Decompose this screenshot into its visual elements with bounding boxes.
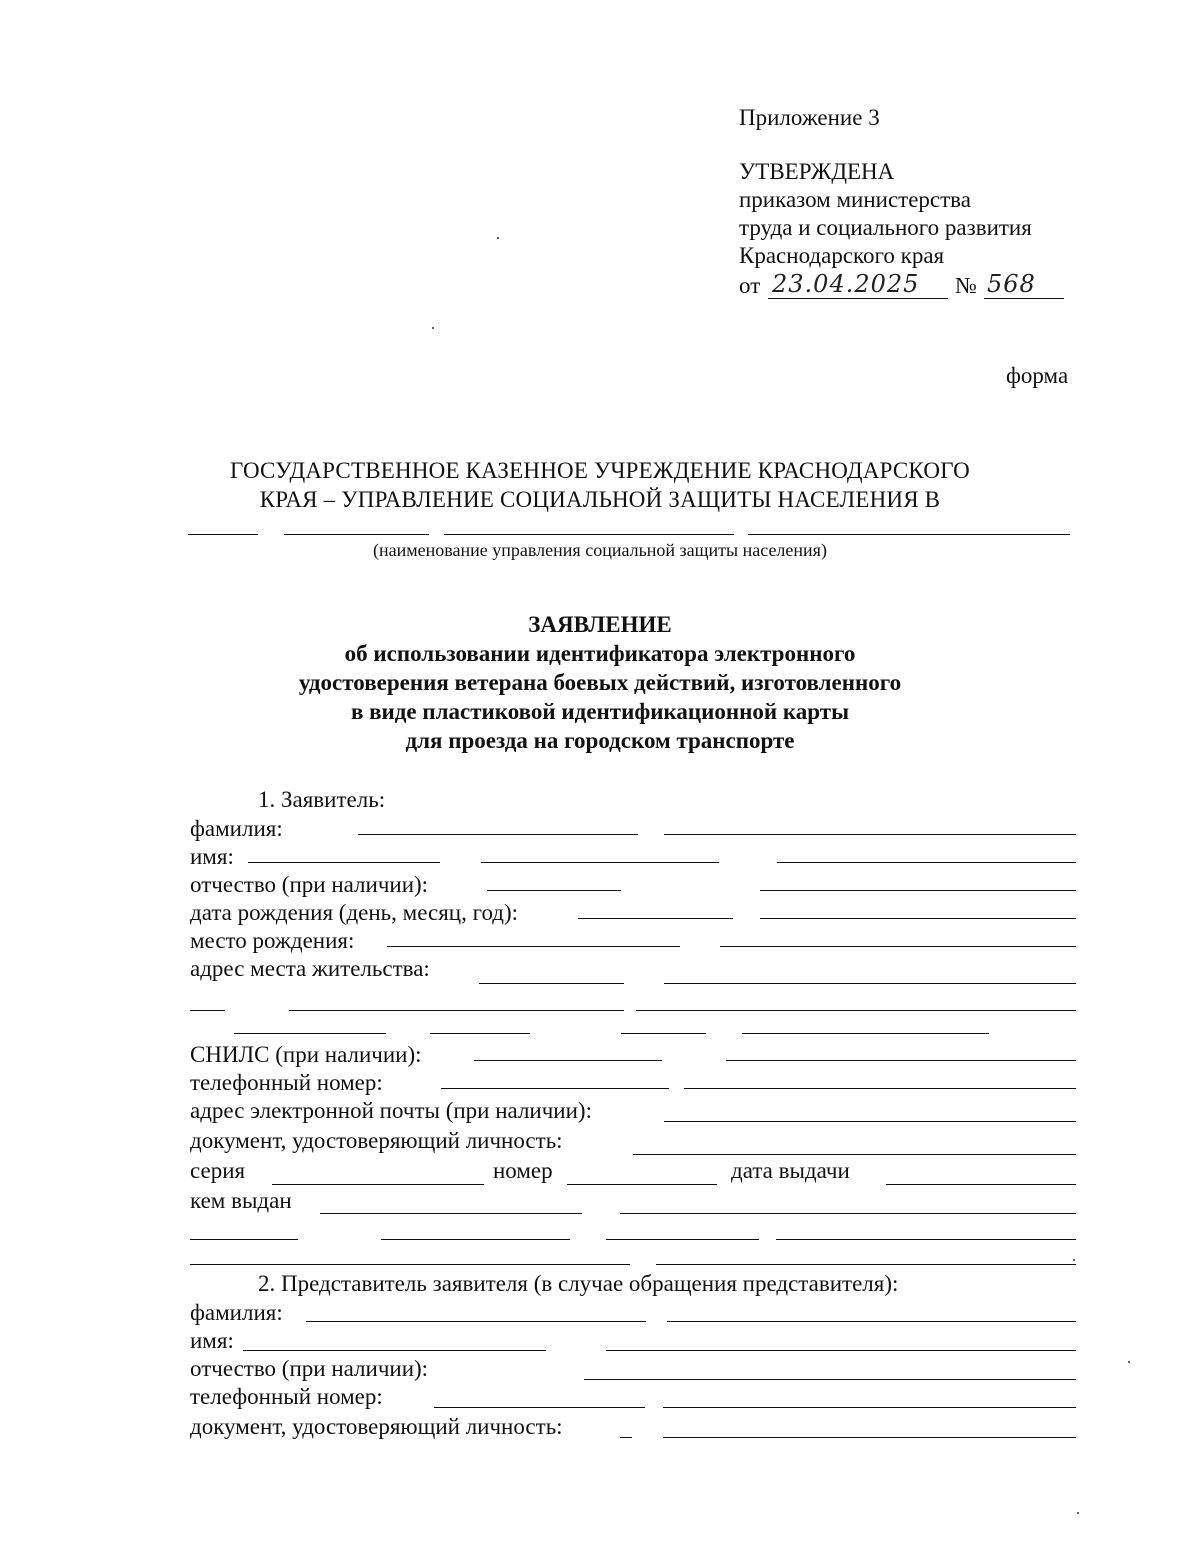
form-label: форма [1006, 363, 1069, 388]
issued-by-label: кем выдан [190, 1188, 292, 1213]
title-line-4: для проезда на городском транспорте [405, 728, 795, 753]
title-line-3: в виде пластиковой идентификационной карты [350, 699, 850, 724]
address-line-2[interactable] [289, 1010, 624, 1011]
rep-phone-field[interactable] [434, 1407, 645, 1408]
approval-date-prefix: от [739, 273, 761, 298]
appendix-label: Приложение 3 [739, 105, 880, 130]
surname-label: фамилия: [190, 816, 283, 841]
surname-field[interactable] [358, 834, 638, 835]
rep-name-field[interactable] [243, 1350, 546, 1351]
email-field[interactable] [664, 1121, 1076, 1122]
birth-place-field[interactable] [387, 946, 680, 947]
approval-line-3: Краснодарского края [739, 243, 945, 268]
rep-name-label: имя: [190, 1328, 234, 1353]
organization-line-1: ГОСУДАРСТВЕННОЕ КАЗЕННОЕ УЧРЕЖДЕНИЕ КРАСНОДАРСКОГО [230, 458, 970, 483]
phone-field[interactable] [441, 1088, 669, 1089]
email-label: адрес электронной почты (при наличии): [190, 1098, 592, 1123]
title-line-2: удостоверения ветерана боевых действий, изготовленного [298, 670, 902, 695]
approved-label: УТВЕРЖДЕНА [739, 159, 895, 184]
phone-label: телефонный номер: [190, 1070, 383, 1095]
title-line-1: об использовании идентификатора электронного [344, 641, 856, 666]
rep-patronymic-label: отчество (при наличии): [190, 1356, 429, 1381]
birth-place-label: место рождения: [190, 928, 355, 953]
series-field[interactable] [272, 1184, 484, 1185]
approval-line-1: приказом министерства [739, 187, 971, 212]
section-1-heading: 1. Заявитель: [258, 787, 386, 812]
rep-id-document-label: документ, удостоверяющий личность: [190, 1414, 563, 1439]
issued-by-field[interactable] [320, 1213, 582, 1214]
patronymic-label: отчество (при наличии): [190, 872, 429, 897]
patronymic-field[interactable] [487, 890, 621, 891]
snils-field[interactable] [474, 1060, 662, 1061]
number-label: номер [493, 1158, 553, 1183]
birth-date-label: дата рождения (день, месяц, год): [190, 900, 519, 925]
name-field[interactable] [248, 862, 440, 863]
date-underline [768, 298, 948, 299]
approval-date-handwritten: 23.04.2025 [772, 270, 920, 298]
section-2-heading: 2. Представитель заявителя (в случае обращения представителя): [258, 1271, 899, 1296]
organization-caption: (наименование управления социальной защиты населения) [373, 540, 827, 560]
id-document-field[interactable] [633, 1154, 1076, 1155]
approval-number-prefix: № [955, 273, 977, 298]
organization-line-2: КРАЯ – УПРАВЛЕНИЕ СОЦИАЛЬНОЙ ЗАЩИТЫ НАСЕЛЕНИЯ В [259, 487, 941, 512]
document-title: ЗАЯВЛЕНИЕ [528, 612, 672, 637]
rep-surname-label: фамилия: [190, 1300, 283, 1325]
rep-surname-field[interactable] [306, 1321, 646, 1322]
name-label: имя: [190, 844, 234, 869]
rep-phone-label: телефонный номер: [190, 1384, 383, 1409]
issue-date-label: дата выдачи [731, 1158, 850, 1183]
issue-date-field[interactable] [886, 1184, 1076, 1185]
address-label: адрес места жительства: [190, 956, 430, 981]
number-field[interactable] [567, 1184, 717, 1185]
approval-number-handwritten: 568 [987, 270, 1036, 298]
rep-patronymic-field[interactable] [584, 1379, 1076, 1380]
id-document-label: документ, удостоверяющий личность: [190, 1128, 563, 1153]
approval-line-2: труда и социального развития [739, 215, 1032, 240]
series-label: серия [190, 1158, 246, 1183]
snils-label: СНИЛС (при наличии): [190, 1042, 422, 1067]
birth-date-field[interactable] [578, 918, 733, 919]
address-field[interactable] [479, 983, 624, 984]
number-underline [984, 298, 1064, 299]
rep-id-document-field[interactable] [663, 1437, 1076, 1438]
